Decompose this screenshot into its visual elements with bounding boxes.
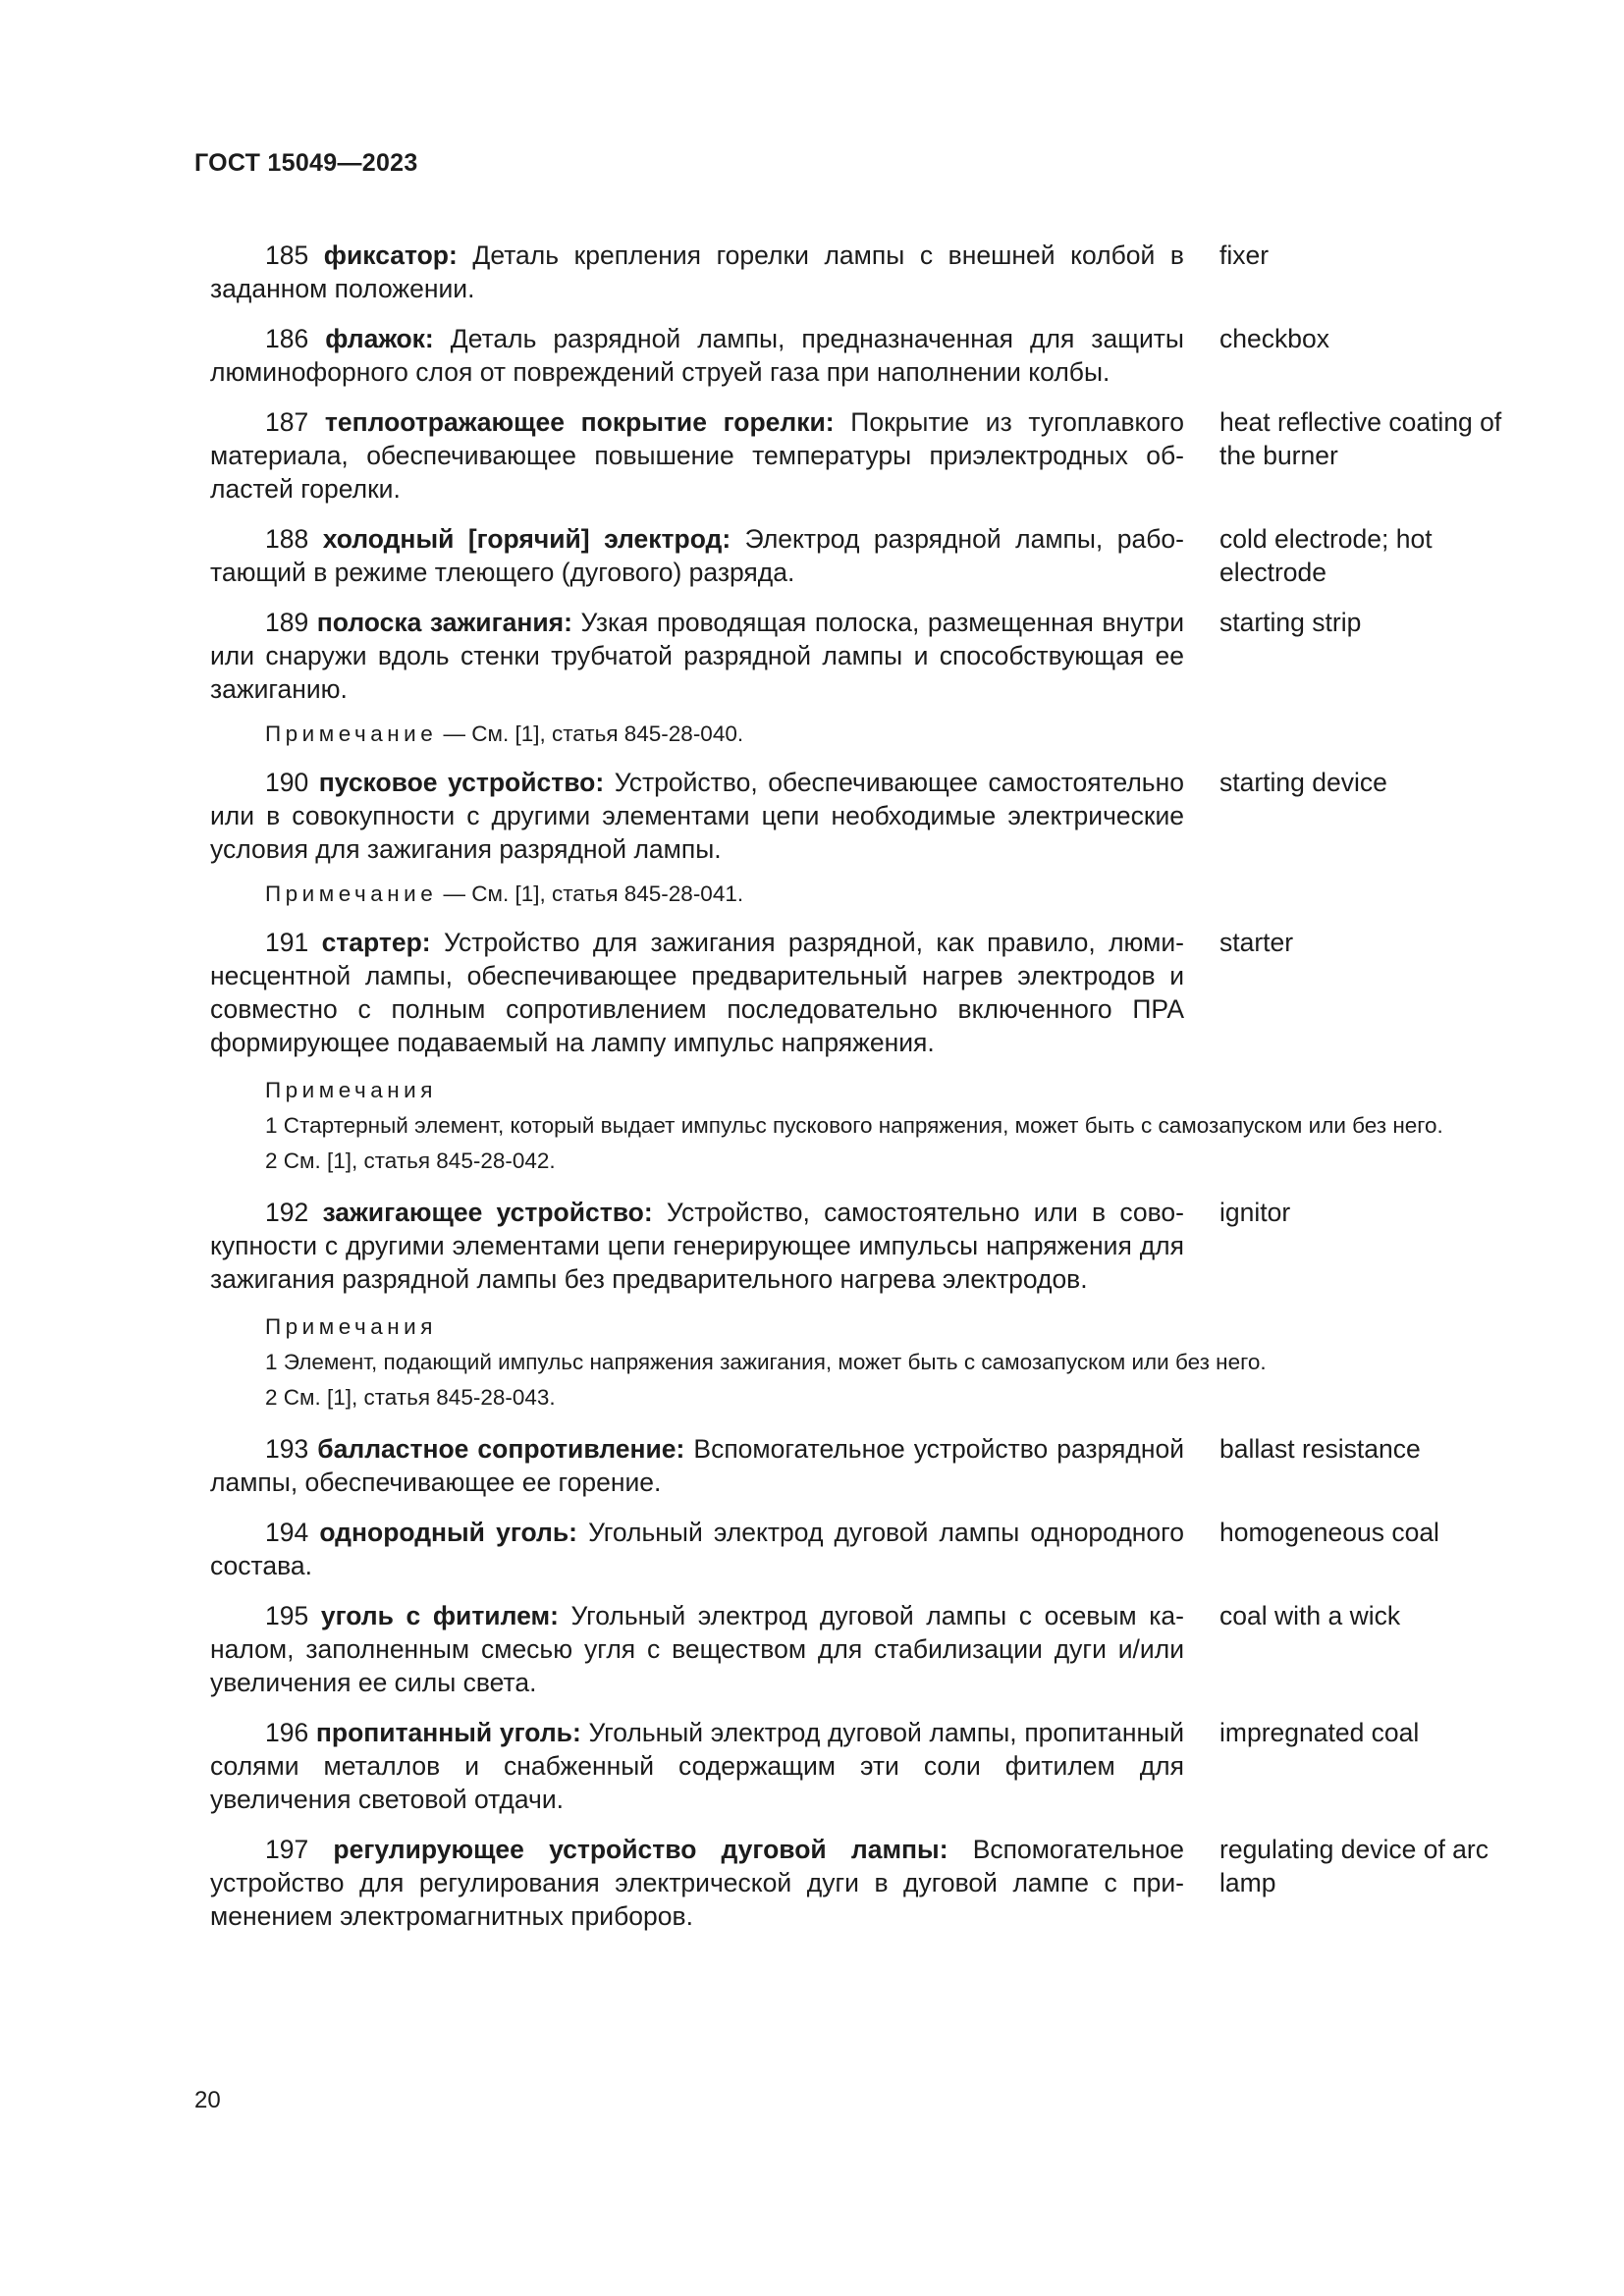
entry-note: Примечание — См. [1], статья 845-28-041. [265,881,744,906]
entry-english-term: starting device [1219,768,1387,797]
entry-definition: 188 холодный [горячий] электрод: Электрод разрядной лампы, работающий в режиме тлеющего (дугового) разряда. [210,524,1184,587]
entry-english-term: starting strip [1219,608,1362,637]
entry-english-term: impregnated coal [1219,1718,1420,1747]
entry-english-term: fixer [1219,240,1270,270]
entry-note: Примечание — См. [1], статья 845-28-040. [265,721,744,746]
entry-term: стартер: [321,928,431,957]
entry-english-term: cold electrode; hot electrode [1219,524,1433,587]
glossary-entry [210,405,1522,506]
entry-term: балластное сопротивление: [317,1434,685,1464]
entry-english-term: ignitor [1219,1198,1291,1227]
entry-english-term: checkbox [1219,324,1329,353]
note-item: 1 Стартерный элемент, который выдает импульс пускового напряжения, может быть с самозапуском или без него. [265,1113,1443,1138]
document-header: ГОСТ 15049—2023 [194,149,418,177]
glossary-entry [210,1516,1522,1582]
glossary-entry [210,606,1522,706]
note-label: Примечание [265,881,438,906]
entry-english-term: heat reflective coating of the burner [1219,407,1502,470]
entry-definition: 189 полоска зажигания: Узкая проводящая полоска, размещенная внутри или снаружи вдоль стенки трубчатой разрядной лампы и способствующая ее зажиганию. [210,608,1184,704]
entry-notes [210,1076,1522,1176]
entry-term: зажигающее устройство: [322,1198,653,1227]
note-item: 1 Элемент, подающий импульс напряжения зажигания, может быть с самозапуском или без него. [265,1350,1267,1374]
entry-definition: 195 уголь с фитилем: Угольный электрод дуговой лампы с осевым каналом, заполненным смесью угля с веществом для стабилизации дуги и/или увеличения ее силы света. [210,1601,1184,1697]
entry-definition: 185 фиксатор: Деталь крепления горелки лампы с внешней колбой в заданном положении. [210,240,1184,303]
entry-definition: 194 однородный уголь: Угольный электрод дуговой лампы однородного состава. [210,1518,1184,1580]
glossary-entry [210,1716,1522,1816]
entry-english-term: starter [1219,928,1294,957]
entry-english-term: homogeneous coal [1219,1518,1439,1547]
entry-term: теплоотражающее покрытие горелки: [324,407,835,437]
entry-english-term: coal with a wick [1219,1601,1401,1630]
notes-heading: Примечания [265,1314,437,1339]
glossary-entry [210,1833,1522,1933]
entry-definition: 192 зажигающее устройство: Устройство, самостоятельно или в совокупности с другими элементами цепи генерирующее импульсы напряжения для зажигания разрядной лампы без предварительного нагрева электродов. [210,1198,1184,1294]
entry-term: пропитанный уголь: [315,1718,581,1747]
glossary-entry [210,1599,1522,1699]
entry-notes [210,1312,1522,1413]
entry-definition: 190 пусковое устройство: Устройство, обеспечивающее самостоятельно или в совокупности с другими элементами цепи необходимые электрические условия для зажигания разрядной лампы. [210,768,1184,864]
entry-term: фиксатор: [323,240,458,270]
glossary-entry [210,926,1522,1059]
page-number: 20 [194,2087,221,2113]
glossary-entry [210,322,1522,389]
entry-definition: 193 балластное сопротивление: Вспомогательное устройство разрядной лампы, обеспечивающее ее горение. [210,1434,1185,1497]
entry-english-term: ballast resistance [1219,1434,1421,1464]
entry-term: холодный [горячий] электрод: [322,524,731,554]
note-item: 2 См. [1], статья 845-28-043. [265,1385,556,1410]
notes-heading: Примечания [265,1078,437,1102]
glossary-entry [210,1196,1522,1296]
glossary-entry [210,1432,1522,1499]
note-label: Примечание [265,721,438,746]
entry-definition: 196 пропитанный уголь: Угольный электрод дуговой лампы, пропитанный солями металлов и снабженный содержащим эти соли фитилем для увеличения световой отдачи. [210,1718,1184,1814]
glossary-entry [210,522,1522,589]
glossary-entry [210,239,1522,305]
glossary-content [210,239,1522,1949]
glossary-entry [210,766,1522,866]
entry-term: флажок: [325,324,434,353]
entry-definition: 191 стартер: Устройство для зажигания разрядной, как правило, люминесцентной лампы, обеспечивающее предварительный нагрев электродов и совместно с полным сопротивлением последовательно включенного ПРА формирующее подаваемый на лампу импульс напряжения. [210,928,1184,1057]
entry-definition: 186 флажок: Деталь разрядной лампы, предназначенная для защиты люминофорного слоя от повреждений струей газа при наполнении колбы. [210,324,1184,387]
entry-term: однородный уголь: [319,1518,577,1547]
note-item: 2 См. [1], статья 845-28-042. [265,1148,556,1173]
entry-term: полоска зажигания: [316,608,572,637]
entry-term: регулирующее устройство дуговой лампы: [333,1835,948,1864]
entry-term: уголь с фитилем: [320,1601,559,1630]
entry-definition: 187 теплоотражающее покрытие горелки: Покрытие из тугоплавкого материала, обеспечивающее повышение температуры приэлектродных областей горелки. [210,407,1184,504]
entry-term: пусковое устройство: [318,768,605,797]
entry-definition: 197 регулирующее устройство дуговой лампы: Вспомогательное устройство для регулирования электрической дуги в дуговой лампе с применением электромагнитных приборов. [210,1835,1184,1931]
entry-english-term: regulating device of arc lamp [1219,1835,1489,1897]
